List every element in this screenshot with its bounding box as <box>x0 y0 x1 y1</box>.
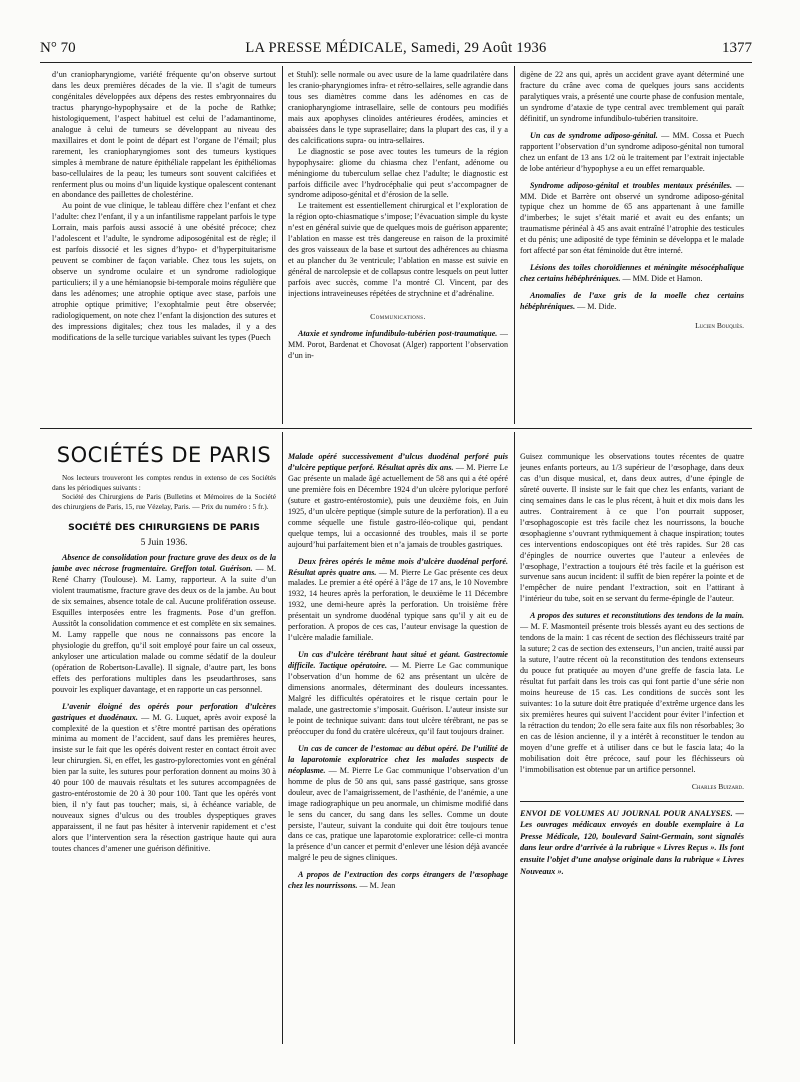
society-heading: SOCIÉTÉ DES CHIRURGIENS DE PARIS <box>68 522 260 534</box>
section-title: Un cas de cancer de l’estomac au début opéré. De l’utilité de la laparotomie exploratrice chez les malades suspects de néoplasme. <box>288 743 508 775</box>
column-divider <box>282 66 283 424</box>
section-text: — MM. Dide et Hamon. <box>620 274 703 284</box>
section-rule <box>40 428 752 429</box>
notice-box <box>520 801 744 878</box>
section-text: — M. Pierre Le Gac communique l’observation d’un homme de 62 ans présentant un ulcère de dimensions anormales, déterminant des douleurs incessantes. Malgré les difficultés opératoires et le risque certain pour le malade, une gastrectomie s’imposait. Guérison. L’auteur insiste sur le point de technique suivant: dans tout ulcère térébrant, ne pas se préoccuper du fond du cratère ulcéreux, qu’il faut toujours drainer. <box>288 661 508 736</box>
section-text: — M. Pierre Le Gac communique l’observation d’un homme de plus de 50 ans qui, sans passé gastrique, sans grosse douleur, avec de l’amaigrissement, de l’asthénie, de l’anémie, a une image radiographique un peu anormale, un chimisme modifié dans le sens du cancer, du sang dans les selles. Comme un doute persiste, l’auteur, suivant la conduite qui doit être toujours tenue dans ce cas, pratique une laparotomie exploratrice: celle-ci montra la présence d’un cancer et permit d’enlever une lésion déjà avancée malgré le peu de signes cliniques. <box>288 765 508 863</box>
section-text: — M. Dide. <box>575 302 617 312</box>
communications-heading: Communications. <box>370 312 426 322</box>
section-title: Un cas de syndrome adiposo-génital. <box>530 130 658 140</box>
section-title: Anomalies de l’axe gris de la moelle chez certains hébéphréniques. <box>520 291 744 312</box>
section-title: Malade opéré successivement d’ulcus duodénal perforé puis d’ulcère peptique perforé. Résultat après dix ans. <box>288 452 508 472</box>
column-divider <box>282 432 283 1044</box>
section-text: — M. F. Masmonteil présente trois blessés ayant eu des sections de tendons de la main: 1 cas récent de section des fléchisseurs traité par la suture; 2 cas de section des extenseurs, l’un ancien, traité aussi par la suture, l’autre récent où la reconstitution des tendons extenseurs du pouce fut pratiquée au moyen d’une greffe de fascia lata. Le résultat fut parfait dans les trois cas qui font partie d’une série non moins heureuse de 15 cas. Les conditions de succès sont les suivantes: 1o la suture doit être pratiquée d’extrême urgence dans les six premières heures qui suivent l’accident pour éviter l’infection et la rétraction du tendon; 2o elle sera faite aux fils non résorbables; 3o en cas de lésion ancienne, il y a intérêt à reconstituer le tendon au moyen d’une greffe et à utiliser dans ce but le fascia lata; 4o la mobilisation doit être précoce, sauf pour les fléchisseurs où l’immobilisation est obtenue par un artifice personnel. <box>520 622 744 774</box>
column-divider <box>514 66 515 424</box>
paragraph: Au point de vue clinique, le tableau diffère chez l’enfant et chez l’adulte: chez l’enfant, il y a un infantilisme rappelant parfois le type Lorrain, mais parfois aussi associé à une obésité précoce; chez l’adolescent et l’adulte, le syndrome adiposogénital est de règle; il est parfois dissocié et les signes d’hypo- et d’hyperpituitarisme peuvent se combiner de façon variable. Chez tous les sujets, on observe un syndrome oculaire et un syndrome radiologique particuliers; il y a une hémianopsie bi-temporale moins régulière que dans les adénomes; une atrophie optique avec stase, parfois une atrophie optique primitive; l’exophtalmie peut être observée; radiologiquement, on note chez l’enfant la disjonction des sutures et des impressions digitales; chez tous les malades, il y a des modifications de la selle turcique variables suivant les types (Puech <box>52 201 276 342</box>
section-text: — MM. Cossa et Puech rapportent l’observation d’un syndrome adiposo-génital non tumoral chez un enfant de 13 ans 1/2 où le traitement par l’extrait injectable de lobe antérieur d’hypophyse a eu un effet remarquable. <box>520 130 744 173</box>
section-title: L’avenir éloigné des opérés pour perforation d’ulcères gastriques et duodénaux. <box>52 701 276 722</box>
top-column-2 <box>288 70 508 424</box>
section-text: — M. Jean <box>357 881 396 891</box>
page-header <box>40 40 752 62</box>
section-title: Un cas d’ulcère térébrant haut situé et géant. Gastrectomie difficile. Tactique opératoire. <box>288 650 508 671</box>
section-title: Absence de consolidation pour fracture grave des deux os de la jambe avec nécrose fragmentaire. Greffon total. Guérison. <box>52 553 276 574</box>
section-text: — M. G. Luquet, après avoir exposé la complexité de la question et s’être montré partisan des opérations minima au moment de l’accident, sauf dans les premières heures, insiste sur le fait que les opérés doivent rester en contact étroit avec leur chirurgien. Si, en effet, les gastro-pylorectomies vont en général bien par la suite, les sutures pour perforation donnent au moins 30 à 40 pour 100 de mauvais résultats et les sutures accompagnées de gastro-entérostomie de 20 à 30 pour 100. Tant que les opérés vont bien, il n’y faut pas toucher; mais, si, à échéance variable, de nouveaux signes d’ulcus ou des troubles dyspeptiques graves apparaissent, il ne faut pas hésiter à intervenir rapidement et c’est alors que l’intervention sera la résection gastrique haute qui aura toutes chances d’amener une guérison définitive. <box>52 712 276 854</box>
notice: Nos lecteurs trouveront les comptes rendus in extenso de ces Sociétés dans les périodiques suivants : <box>52 472 276 492</box>
header-rule <box>40 62 752 63</box>
paragraph: et Stuhl): selle normale ou avec usure de la lame quadrilatère dans les cranio-pharyngiomes infra- et rétro-sellaires, selle agrandie dans tous ses diamètres comme dans les adénomes en cas de craniopharyngiome intrasellaire, selle de contours peu modifiés mais aux apophyses clinoïdes antérieures érodées, amincies et abaissées dans le type suprasellaire; dans la plupart des cas, il y a des calcifications supra- ou intra-sellaires. <box>288 70 508 145</box>
section-title: Lésions des toiles choroïdiennes et méningite mésocéphalique chez certains hébéphréniques. <box>520 263 744 284</box>
column-divider <box>514 432 515 1044</box>
section-title: Deux frères opérés le même mois d’ulcère duodénal perforé. Résultat après quatre ans. <box>288 556 508 577</box>
page-number: 1377 <box>722 40 752 56</box>
paragraph: Le diagnostic se pose avec toutes les tumeurs de la région hypophysaire: gliome du chiasma chez l’enfant, adénome ou méningiome du tuberculum sellae chez l’adulte; le diagnostic est parfois difficile avec l’hydrocéphalie qui peut s’accompagner de syndrome adiposo-génital et d’érosion de la selle. <box>288 146 508 200</box>
box-text: — Les ouvrages médicaux envoyés en double exemplaire à La Presse Médicale, 120, boulevard Saint-Germain, sont signalés dans leur ordre d’arrivée à la rubrique « Livres Reçus ». Ils font ensuite l’objet d’une analyse originale dans la rubrique « Livres Nouveaux ». <box>520 808 744 876</box>
top-column-3 <box>520 70 744 424</box>
section-title: A propos des sutures et reconstitutions des tendons de la main. <box>530 611 744 621</box>
section-title: A propos de l’extraction des corps étrangers de l’œsophage chez les nourrissons. <box>288 870 508 891</box>
paragraph: d’un craniopharyngiome, variété fréquente qu’on observe surtout dans les deux premières décades de la vie. Il s’agit de tumeurs congénitales développées aux dépens des restes embryonnaires du tractus pharyngo-hypophysaire et de la poche de Rathke; histologiquement, l’aspect habituel est celui de l’adamantinome, analogue à celui de tumeurs se développant au niveau des maxillaires et dont le point de départ est l’organe de l’émail; plus rarement, les craniopharyngiomes sont des tumeurs kystiques simples à membrane de nature épithéliale rappelant les épithéliomas baso-cellulaires de la peau; les tumeurs sont souvent calcifiées et renferment plus ou moins d’un liquide kystique opalescent contenant en abondance des paillettes de cholestérine. <box>52 70 276 200</box>
section-title: Syndrome adiposo-génital et troubles mentaux préséniles. <box>530 180 732 190</box>
signature: Charles Buizard. <box>691 781 744 791</box>
section-text: — M. Pierre Le Gac présente ces deux malades. Le premier a été opéré à l’âge de 17 ans, le 10 Novembre 1932, 14 heures après la perforation, le deuxième le 11 Décembre 1932, une demi-heure après la perforation. Un troisième frère présentait un syndrome duodénal typique sans qu’il y ait eu de perforation. A propos de ces cas, l’auteur envisage la question de l’ulcère maladie familiale. <box>288 567 508 643</box>
section-text: — MM. Porot, Bardenat et Chovosat (Alger) rapportent l’observation d’un in- <box>288 328 508 360</box>
section-text: — MM. Dide et Barrère ont observé un syndrome adiposo-génital typique chez un homme de 65 ans appartenant à une famille d’imberbes; le sujet s’était marié et avait eu des enfants; un traumatisme périnéal à 45 ans avait entraîné l’atrophie des testicules et du pénis; une adiposité de type féminin se développa et le malade fort affecté par son état féminoïde dut être interné. <box>520 180 744 256</box>
paragraph: Guisez communique les observations toutes récentes de quatre jeunes enfants porteurs, au 1/3 supérieur de l’œsophage, dans deux cas d’un disque musical, et, dans deux autres, d’une épingle de sûreté ouverte. Il insiste sur le fait que chez les enfants, variant de cinq semaines dans le cas le plus récent, à huit et dix mois dans les autres. Contrairement à ce que l’on pourrait supposer, l’œsophagoscopie est très facile chez les nourrissons, la bouche œsophagienne s’ouvrant rythmiquement à chaque inspiration; toutes ces interventions endoscopiques ont été très rapides. Sur 28 cas d’épingles de nourrice ouvertes que l’auteur a enlevées de l’œsophage, l’extraction a toujours été très facile et la guérison est survenue sans aucun incident: il suffit de bien repérer la pointe et de l’empêcher de nuire pendant l’extraction, soit en l’attirant à l’intérieur du tube, soit en se servant du ferme-épingle de l’auteur. <box>520 452 744 604</box>
bottom-column-1 <box>52 436 276 1046</box>
notice: Société des Chirurgiens de Paris (Bulletins et Mémoires de la Société des chirurgiens de Paris, 15, rue Vézelay, Paris. — Prix du numéro : 5 fr.). <box>52 492 276 511</box>
section-title: Ataxie et syndrome infundibulo-tubérien post-traumatique. <box>298 328 498 338</box>
paragraph: Le traitement est essentiellement chirurgical et l’exploration de la région opto-chiasmatique s’impose; l’évacuation simple du kyste n’est en général suivie que de quelques mois de guérison apparente; l’ablation en masse est très dangereuse en raison de la proximité des gros vaisseaux de la base et surtout des adhérences au chiasma et au plancher du 3e ventricule; l’ablation en masse est suivie en général de narcolepsie et de collapsus contre lesquels on peut lutter parfois avec succès, comme l’a montré Cl. Vincent, par des injections intraveineuses répétées de strychnine et d’adrénaline. <box>288 201 508 299</box>
issue-number: N° 70 <box>40 40 76 56</box>
signature: Lucien Bouquès. <box>695 321 744 331</box>
session-date: 5 Juin 1936. <box>140 538 188 549</box>
bottom-column-2 <box>288 452 508 1046</box>
top-column-1 <box>52 70 276 424</box>
box-title: ENVOI DE VOLUMES AU JOURNAL POUR ANALYSES. <box>520 808 733 818</box>
section-text: — M. Pierre Le Gac présente un malade âgé actuellement de 58 ans qui a été opéré une première fois en Décembre 1924 d’un ulcère pylorique perforé (suture et gastro-entérostomie), puis une deuxième fois, en Juin 1925, d’un ulcère peptique (simple suture de la perforation). Il a eu comme séquelle une fistule gastro-iléo-colique qui, pendant quelque temps, lui a occasionné des troubles, mais il se porte aujourd’hui parfaitement bien et n’a jamais de troubles gastriques. <box>288 462 508 549</box>
bottom-column-3 <box>520 452 744 1046</box>
societes-title: SOCIÉTÉS DE PARIS <box>56 443 272 467</box>
section-text: — M. René Charry (Toulouse). M. Lamy, rapporteur. A la suite d’un violent traumatisme, fracture grave des deux os de la jambe. Au bout de six semaines, absence totale de cal. Aucune prolifération osseuse. Esquilles interposées entre les fragments. Pose d’un greffon. Aussitôt la consolidation commence et est complète en six semaines. M. Lamy rappelle que nous ne connaissons pas encore la physiologie du greffon, qu’il soit employé pour faire un cal osseux, ankyloser une articulation malade ou comme sédatif de la douleur (opération de Robertson-Lavalle). Il signale, d’autre part, les bons effets des perforations multiples dans les pseudarthroses, sans pouvoir les expliquer davantage, et en rapporte un cas personnel. <box>52 564 276 694</box>
paragraph: digène de 22 ans qui, après un accident grave ayant déterminé une fracture du crâne avec coma de quelques jours sans accidents paralytiques vrais, a présenté une courte phase de confusion mentale, un syndrome d’ataxie de type central avec tremblement qui paraît définitif, un syndrome infundibulo-tubérien transitoire. <box>520 70 744 123</box>
journal-title: LA PRESSE MÉDICALE, Samedi, 29 Août 1936 <box>245 40 547 56</box>
